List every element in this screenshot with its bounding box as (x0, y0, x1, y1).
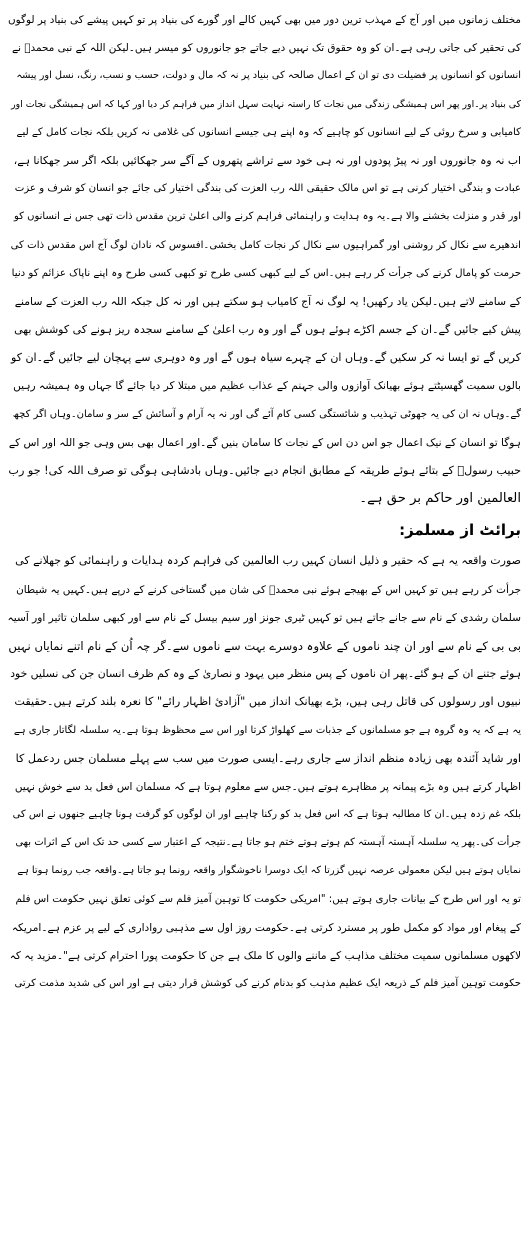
text-line: جرأت کی۔پھر یہ سلسلہ آہستہ آہستہ کم ہوتے ہوتے ختم ہو جاتا ہے۔نتیجہ کے اعتبار سے کسی حد تک اس کے اثرات بھی (15, 837, 521, 849)
text-line: حرمت کو پامال کرنے کی جرأت کر رہے ہیں۔اس کے لیے کبھی کسی طرح تو کبھی کسی طرح وہ اپنے ناپاک عزائم کو دنیا (11, 267, 521, 279)
text-line: پیش کیے جائیں گے۔ان کے جسم اکڑے ہوئے ہوں گے اور وہ رب اعلیٰ کے سامنے سجدہ ریز ہونے کی کوشش بھی (14, 323, 521, 337)
text-line: انسانوں کو انسانوں پر فضیلت دی تو ان کے اعمال صالحہ کی بنیاد پر نہ کہ مال و دولت، حسب و نسب، رنگ، نسل اور پیشہ (16, 70, 521, 82)
text-line: حبیب رسولؐ کے بتائے ہوئے طریقہ کے مطابق انجام دیے جائیں۔وہاں بادشاہی ہوگی تو صرف اللہ کی! جو رب (8, 464, 521, 477)
text-line: ہوئے جتنے ان کے ہو گئے۔پھر ان ناموں کے پس منظر میں یہود و نصاریٰ کے وہ کم ظرف انسان جن کی نسلیں خود (10, 667, 521, 681)
text-line: سلمان رشدی کے نام سے جانے جاتے ہیں تو کہیں ٹیری جونز اور سیم بیسل کے نام سے اور کبھی سلمان تاثیر اور آسیہ (8, 611, 521, 624)
text-line: گے۔وہاں نہ ان کی یہ جھوٹی تہذیب و شائستگی کسی کام آئے گی اور نہ یہ آرام و آسائش کے سر و سامان۔وہاں اگر کچھ (12, 408, 521, 420)
text-line: کامیابی و سرخ روئی کے لیے انسانوں کو چاہیے کہ وہ اپنے ہی جیسے انسانوں کی غلامی نہ کریں بلکہ نجات کامل کے لیے (16, 126, 521, 138)
article-paragraph-2 (8, 547, 521, 998)
text-line: نبیوں اور رسولوں کی قاتل رہی ہیں، بڑے بھیانک انداز میں "آزادیٔ اظہار رائے" کا نعرہ بلند کرتے ہیں۔حقیقت (14, 695, 521, 709)
text-line: اظہار کرتے ہیں وہ بڑے پیمانہ پر مظاہرے ہوتے ہیں۔جس سے معلوم ہوتا ہے کہ مسلمان اس فعل بد سے خوش نہیں (14, 780, 521, 793)
text-line: کی تحقیر کی جاتی رہی ہے۔ان کو وہ حقوق تک نہیں دیے جاتے جو جانوروں کو میسر ہیں۔لیکن اللہ کے نبی محمدؐ نے (12, 42, 521, 55)
text-line: اب نہ وہ جانوروں اور نہ پیڑ پودوں اور نہ ہی خود سے تراشے پتھروں کے آگے سر جھکائیں بلکہ اگر سر جھکانا ہے، (13, 153, 521, 167)
text-line: عبادت و بندگی اختیار کرنی ہے تو اس مالک حقیقی اللہ رب العزت کی بندگی اختیار کی جائے جو انسان کو شرف و عزت (14, 183, 521, 195)
text-line: یہ ہے کہ یہ وہ گروہ ہے جو مسلمانوں کے جذبات سے کھلواڑ کرتا اور اس سے محظوظ ہوتا ہے۔یہ سلسلہ لگاتار جاری ہے (13, 724, 521, 736)
text-line: کے سامنے لاتے ہیں۔لیکن یاد رکھیں! یہ لوگ نہ آج کامیاب ہو سکتے ہیں اور نہ کل جبکہ اللہ رب العزت کے سامنے (14, 294, 521, 308)
text-line: حکومت توہین آمیز فلم کے ذریعہ ایک عظیم مذہب کو بدنام کرنے کی کوشش قرار دیتی ہے اور اس کی شدید مذمت کرتی (14, 978, 521, 990)
text-line: العالمین اور حاکم بر حق ہے۔ (359, 491, 521, 507)
text-line: مختلف زمانوں میں اور آج کے مہذب ترین دور میں بھی کہیں کالے اور گورے کی بنیاد پر تو کہیں پیشے کی بنیاد پر لوگوں (8, 14, 521, 26)
text-line: کی بنیاد پر۔اور پھر اس ہمیشگی زندگی میں نجات کا راستہ نہایت سہل انداز میں فراہم کر دیا اور کہا کہ اس ہمیشگی نجات اور (11, 98, 521, 110)
text-line: بالوں سمیت گھسیٹتے ہوئے بھیانک آوازوں والی جہنم کے عذاب عظیم میں مبتلا کر دیا جائے گا جہاں وہ ہمیشہ رہیں (13, 380, 521, 393)
text-line: بی بی کے نام سے اور ان چند ناموں کے علاوہ دوسرے بہت سے ناموں سے۔گر چہ اُن کے نام اتنے نمایاں نہیں (8, 638, 521, 653)
text-line: جرأت کر رہے ہیں تو کہیں اس کے بھیجے ہوئے نبی محمدؐ کی شان میں گستاخی کرنے کے درپے ہیں۔کہیں یہ شیطان (16, 583, 521, 596)
text-line: صورت واقعہ یہ ہے کہ حقیر و ذلیل انسان کہیں رب العالمین کی فراہم کردہ ہدایات و راہنمائی کو جھلانے کی (15, 554, 521, 568)
text-line: اور قدر و منزلت بخشنے والا ہے۔یہ وہ ہدایت و راہنمائی فراہم کرنے والی اعلیٰ ترین مقدس ذات تھی جس نے انسانوں کو (14, 211, 521, 223)
text-line: اندھیرے سے نکال کر روشنی اور گمراہیوں سے نکال کر نجات کامل بخشی۔افسوس کہ نادان لوگ آج اس مقدس ذات کی (10, 239, 521, 251)
text-line: کے پیغام اور مواد کو مکمل طور پر مسترد کرتی ہے۔حکومت روز اول سے مذہبی رواداری کے لیے پر عزم ہے۔امریکہ (11, 921, 521, 934)
text-line: کریں گے تو ایسا نہ کر سکیں گے۔وہاں ان کے چہرے سیاہ ہوں گے اور وہ دوہری سے پہچان لیے جائیں گے۔ان کو (11, 351, 521, 365)
text-line: بلکہ غم زدہ ہیں۔ان کا مطالبہ ہوتا ہے کہ اس فعل بد کو رکنا چاہیے اور ان لوگوں کو گرفت ہونا چاہیے جنھوں نے اس کی (12, 809, 521, 821)
text-line: نمایاں ہوتے ہیں لیکن معمولی عرصہ نہیں گزرتا کہ ایک دوسرا ناخوشگوار واقعہ رونما ہو جاتا ہے۔واقعہ جب رونما ہوتا ہے (17, 865, 521, 877)
text-line: لاکھوں مسلمانوں سمیت مختلف مذاہب کے ماننے والوں کا ملک ہے جن کا حکومت پورا احترام کرتی ہے"۔مزید یہ کہ (9, 950, 521, 962)
section-heading: برائٹ از مسلمز: (399, 521, 521, 540)
text-line: ہوگا تو انسان کے نیک اعمال جو اس دن اس کے نجات کا سامان بنیں گے۔اور اعمال بھی بس وہی جو اللہ اور اس کے (8, 436, 521, 449)
text-line: تو یہ اور اس طرح کے بیانات جاری ہوتے ہیں: "امریکی حکومت کا توہین آمیز فلم سے کوئی تعلق نہیں حکومت اس فلم (15, 893, 521, 905)
article-paragraph-1 (8, 6, 521, 513)
text-line: اور شاید آئندہ بھی زیادہ منظم انداز سے جاری رہے۔ایسی صورت میں سب سے پہلے مسلمان جس ردعمل کا (15, 751, 521, 765)
